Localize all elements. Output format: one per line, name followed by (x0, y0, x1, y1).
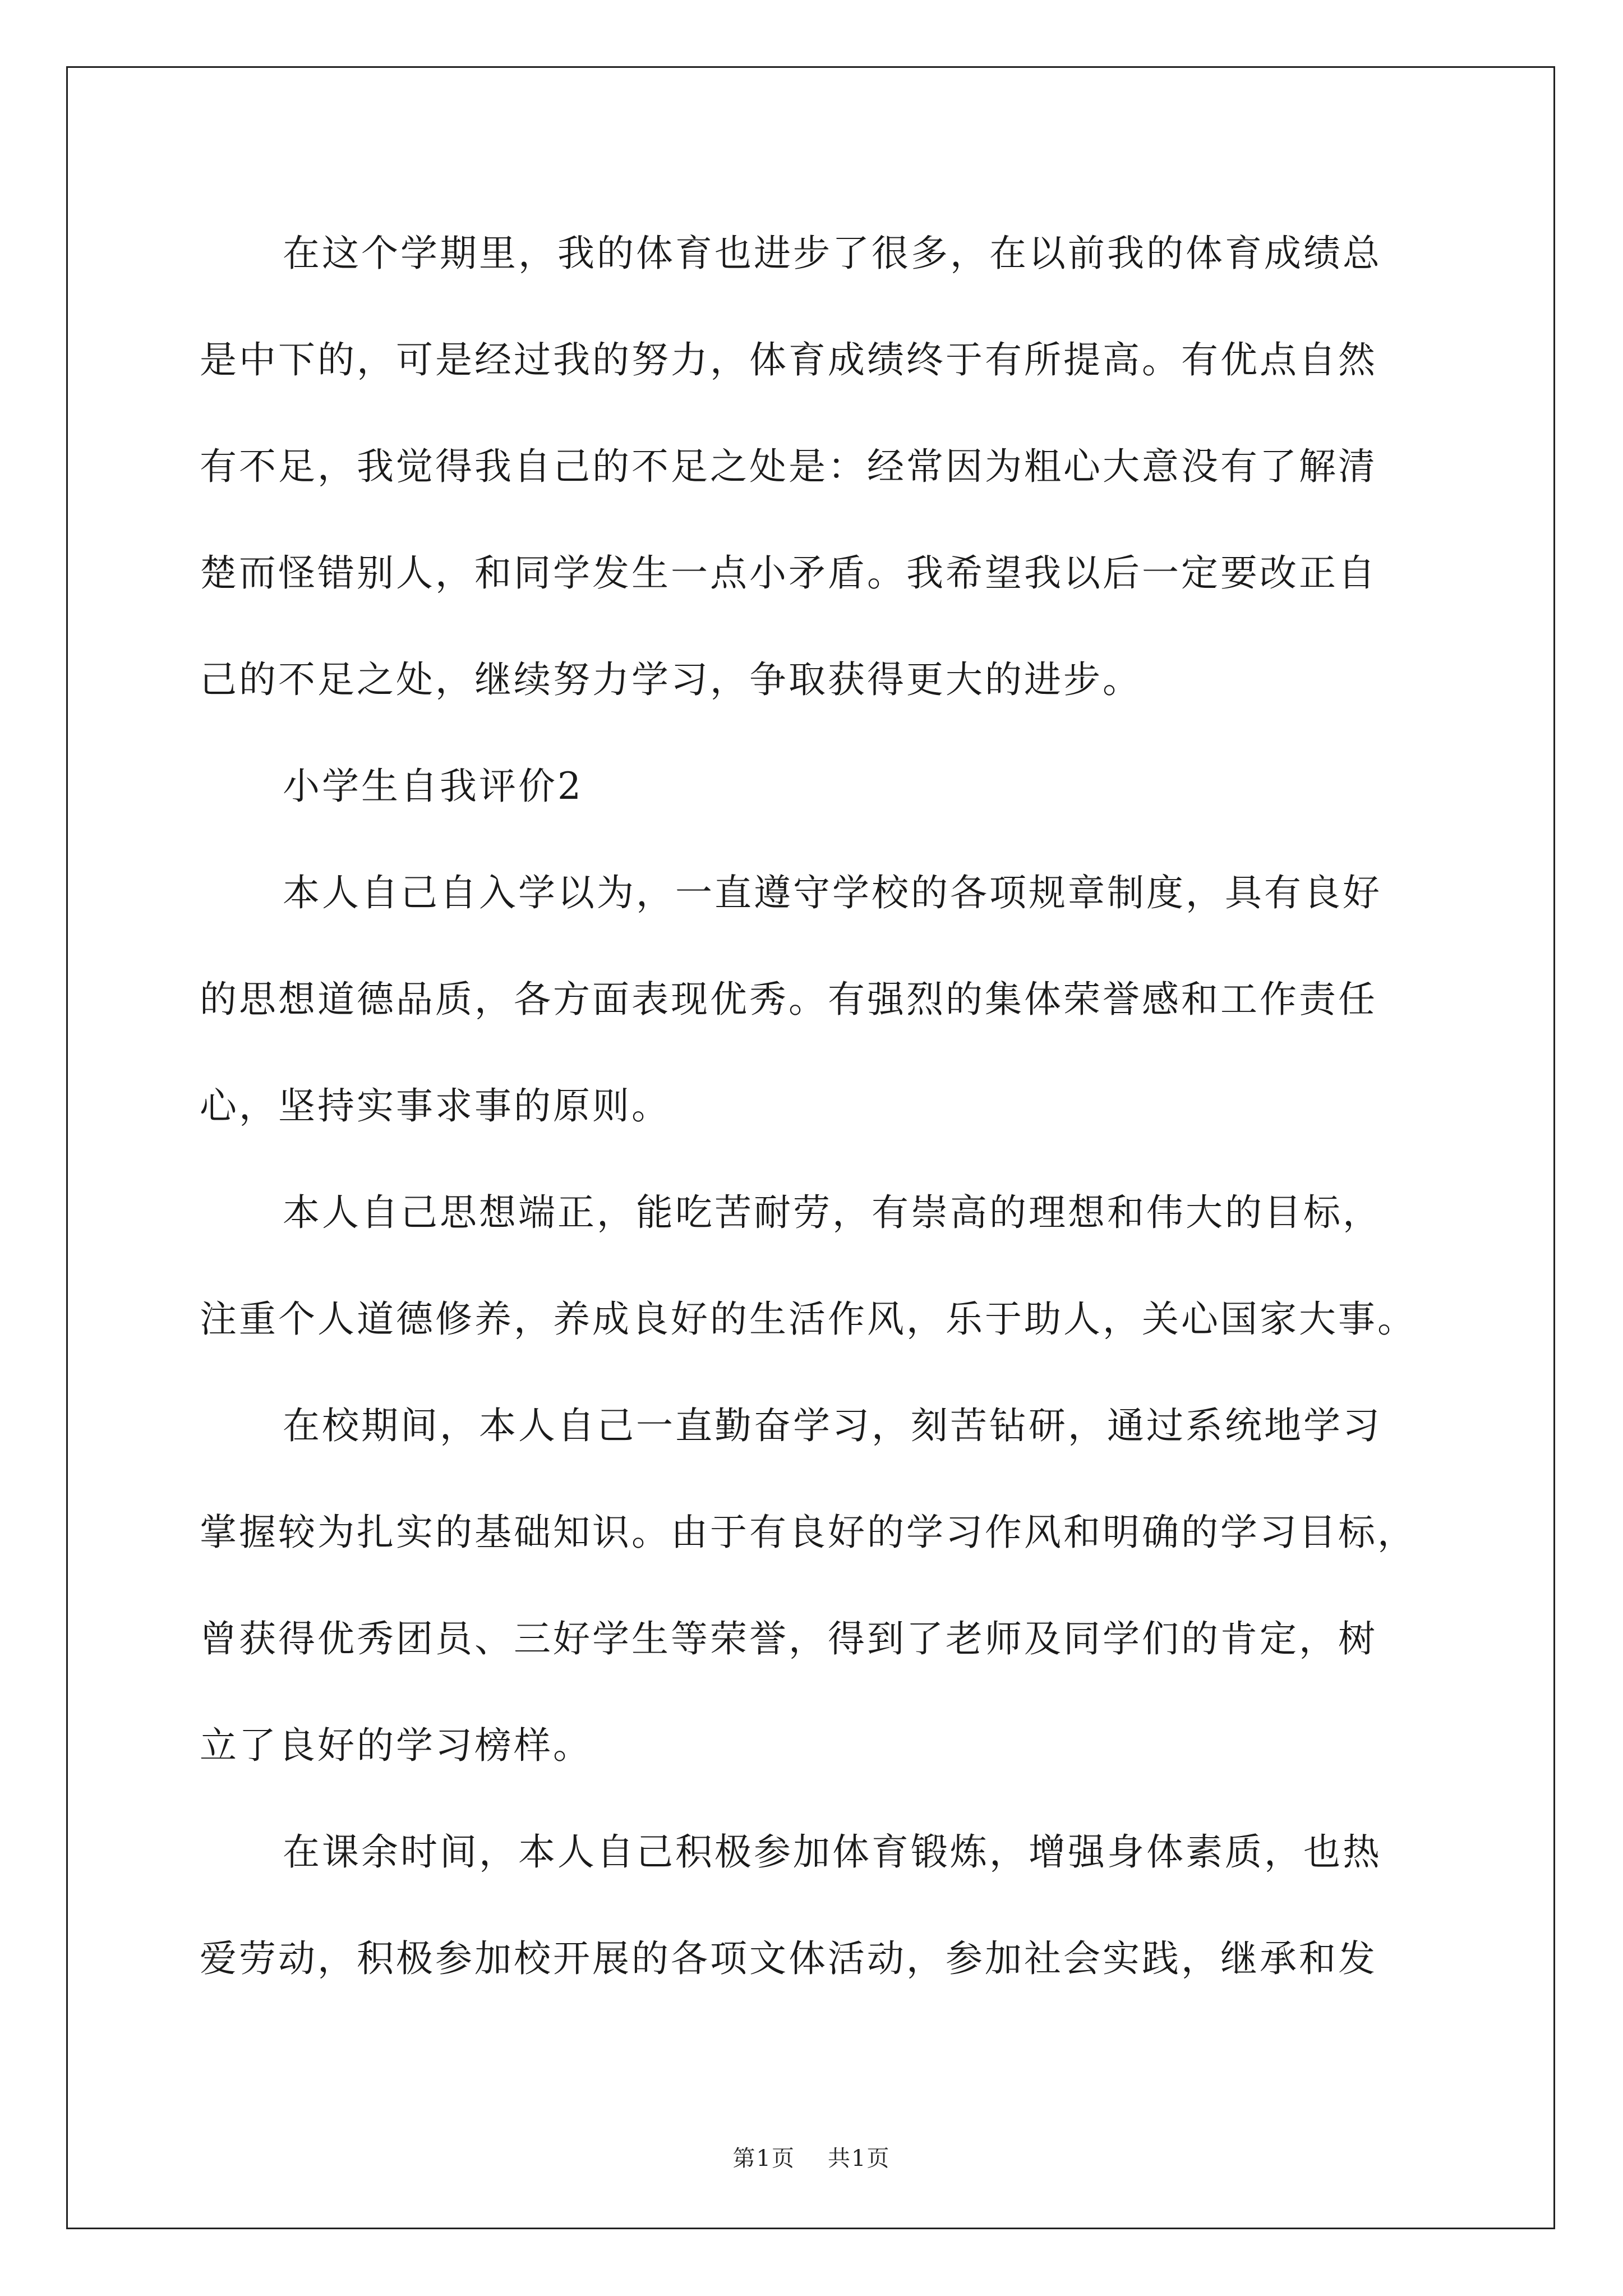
text-line: 本人自己思想端正，能吃苦耐劳，有崇高的理想和伟大的目标， (283, 1191, 1382, 1234)
text-line: 在校期间，本人自己一直勤奋学习，刻苦钻研，通过系统地学习 (283, 1404, 1382, 1447)
page-number: 第1页 (732, 2146, 795, 2171)
page-footer (0, 2142, 1623, 2175)
text-line: 在这个学期里，我的体育也进步了很多，在以前我的体育成绩总 (283, 232, 1382, 275)
text-line: 爱劳动，积极参加校开展的各项文体活动，参加社会实践，继承和发 (200, 1937, 1377, 1980)
text-line: 是中下的，可是经过我的努力，体育成绩终于有所提高。有优点自然 (200, 338, 1377, 381)
text-line: 有不足，我觉得我自己的不足之处是：经常因为粗心大意没有了解清 (200, 445, 1377, 488)
text-line: 掌握较为扎实的基础知识。由于有良好的学习作风和明确的学习目标， (200, 1511, 1417, 1554)
text-line: 己的不足之处，继续努力学习，争取获得更大的进步。 (200, 658, 1142, 701)
text-line: 心，坚持实事求事的原则。 (200, 1084, 671, 1128)
text-line: 的思想道德品质，各方面表现优秀。有强烈的集体荣誉感和工作责任 (200, 978, 1377, 1021)
text-line: 曾获得优秀团员、三好学生等荣誉，得到了老师及同学们的肯定，树 (200, 1617, 1377, 1660)
text-line: 本人自己自入学以为，一直遵守学校的各项规章制度，具有良好 (283, 871, 1382, 914)
text-line: 注重个人道德修养，养成良好的生活作风，乐于助人，关心国家大事。 (200, 1297, 1417, 1341)
text-line: 楚而怪错别人，和同学发生一点小矛盾。我希望我以后一定要改正自 (200, 551, 1377, 595)
text-line: 立了良好的学习榜样。 (200, 1724, 592, 1767)
page-total: 共1页 (828, 2146, 891, 2171)
text-line: 在课余时间，本人自己积极参加体育锻炼，增强身体素质，也热 (283, 1830, 1382, 1874)
section-heading: 小学生自我评价2 (283, 765, 583, 808)
